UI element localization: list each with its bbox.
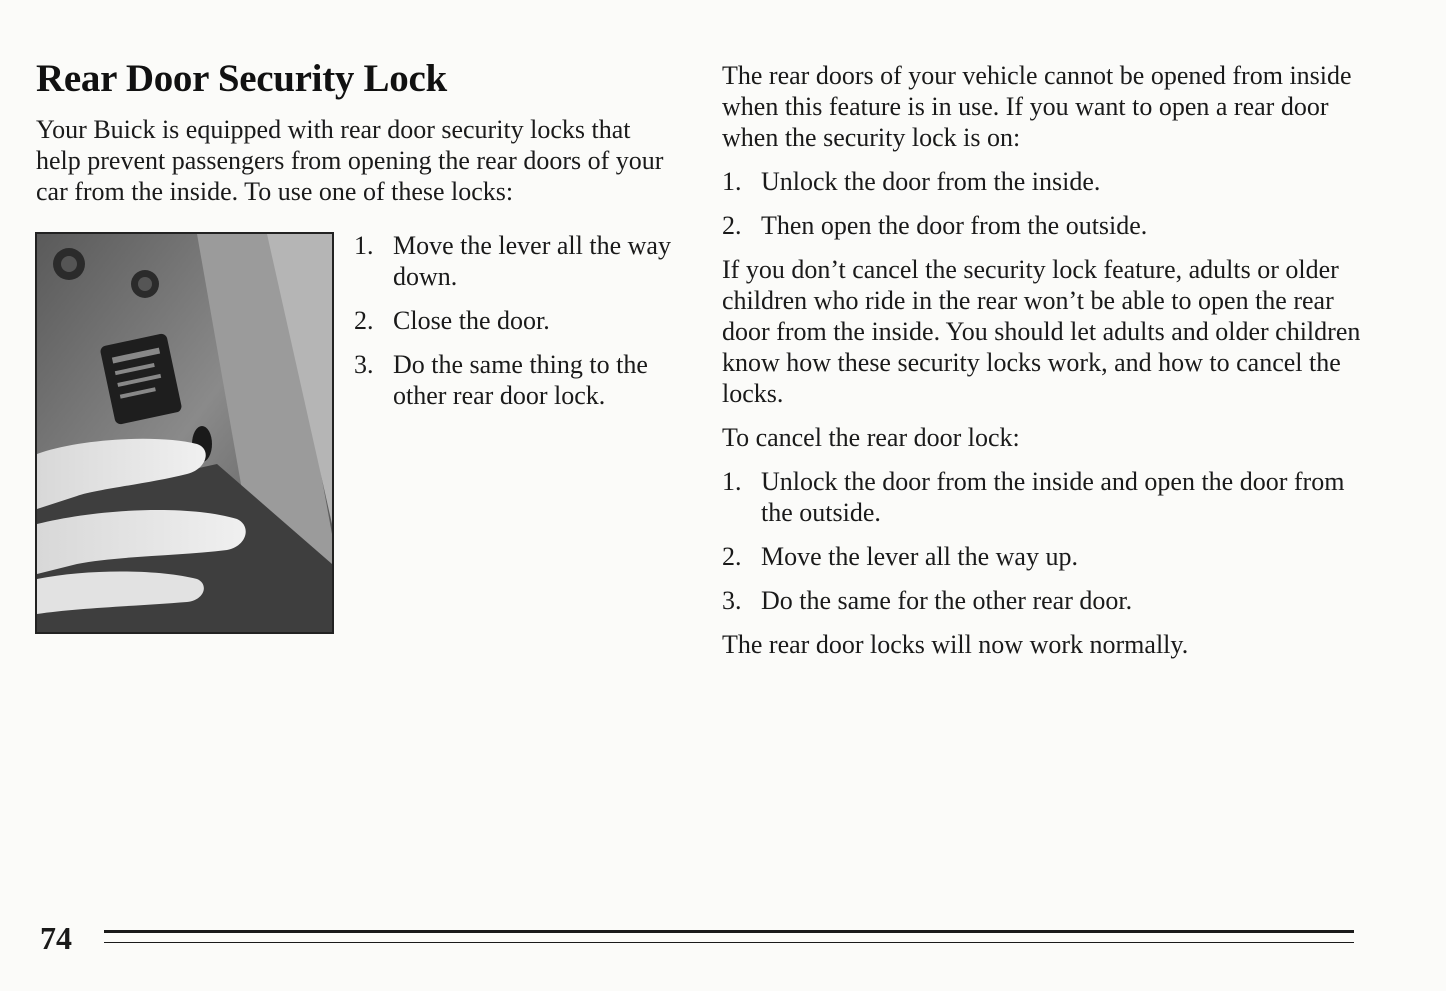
step-number: 3. <box>722 586 742 615</box>
door-lock-illustration <box>37 234 332 632</box>
step-text: Do the same for the other rear door. <box>761 586 1133 615</box>
use-step-3 <box>354 349 684 411</box>
step-text: Do the same thing to the other rear door lock. <box>393 350 648 410</box>
cancel-step-3 <box>722 585 1362 616</box>
closing-paragraph: The rear door locks will now work normally. <box>722 630 1189 659</box>
step-number: 1. <box>354 231 374 260</box>
step-text: Move the lever all the way down. <box>393 231 671 291</box>
use-step-1 <box>354 230 684 292</box>
cancel-heading: To cancel the rear door lock: <box>722 423 1020 452</box>
right-column <box>722 60 1362 673</box>
footer-rule <box>104 930 1354 933</box>
step-number: 1. <box>722 167 742 196</box>
step-number: 3. <box>354 350 374 379</box>
cancel-lock-steps <box>722 466 1362 616</box>
open-step-2 <box>722 210 1362 241</box>
step-text: Move the lever all the way up. <box>761 542 1078 571</box>
step-text: Unlock the door from the inside and open the door from the outside. <box>761 467 1345 527</box>
cancel-step-1 <box>722 466 1362 528</box>
use-step-2 <box>354 305 684 336</box>
step-text: Then open the door from the outside. <box>761 211 1148 240</box>
open-door-steps <box>722 166 1362 241</box>
open-step-1 <box>722 166 1362 197</box>
feature-description: The rear doors of your vehicle cannot be opened from inside when this feature is in use. If you want to open a rear door when the security lock is on: <box>722 61 1352 152</box>
page-number: 74 <box>40 920 72 956</box>
step-text: Close the door. <box>393 306 550 335</box>
step-text: Unlock the door from the inside. <box>761 167 1101 196</box>
step-number: 2. <box>722 542 742 571</box>
step-number: 2. <box>354 306 374 335</box>
footer-rule-thin <box>104 942 1354 943</box>
warning-paragraph: If you don’t cancel the security lock feature, adults or older children who ride in the rear won’t be able to open the rear door from the inside. You should let adults and older children know how these security locks work, and how to cancel the locks. <box>722 255 1361 408</box>
intro-paragraph: Your Buick is equipped with rear door security locks that help prevent passengers from opening the rear doors of your car from the inside. To use one of these locks: <box>36 115 664 206</box>
door-lock-photo <box>35 232 334 634</box>
step-number: 1. <box>722 467 742 496</box>
step-number: 2. <box>722 211 742 240</box>
cancel-step-2 <box>722 541 1362 572</box>
use-lock-steps <box>354 230 684 424</box>
page-title: Rear Door Security Lock <box>36 57 447 100</box>
